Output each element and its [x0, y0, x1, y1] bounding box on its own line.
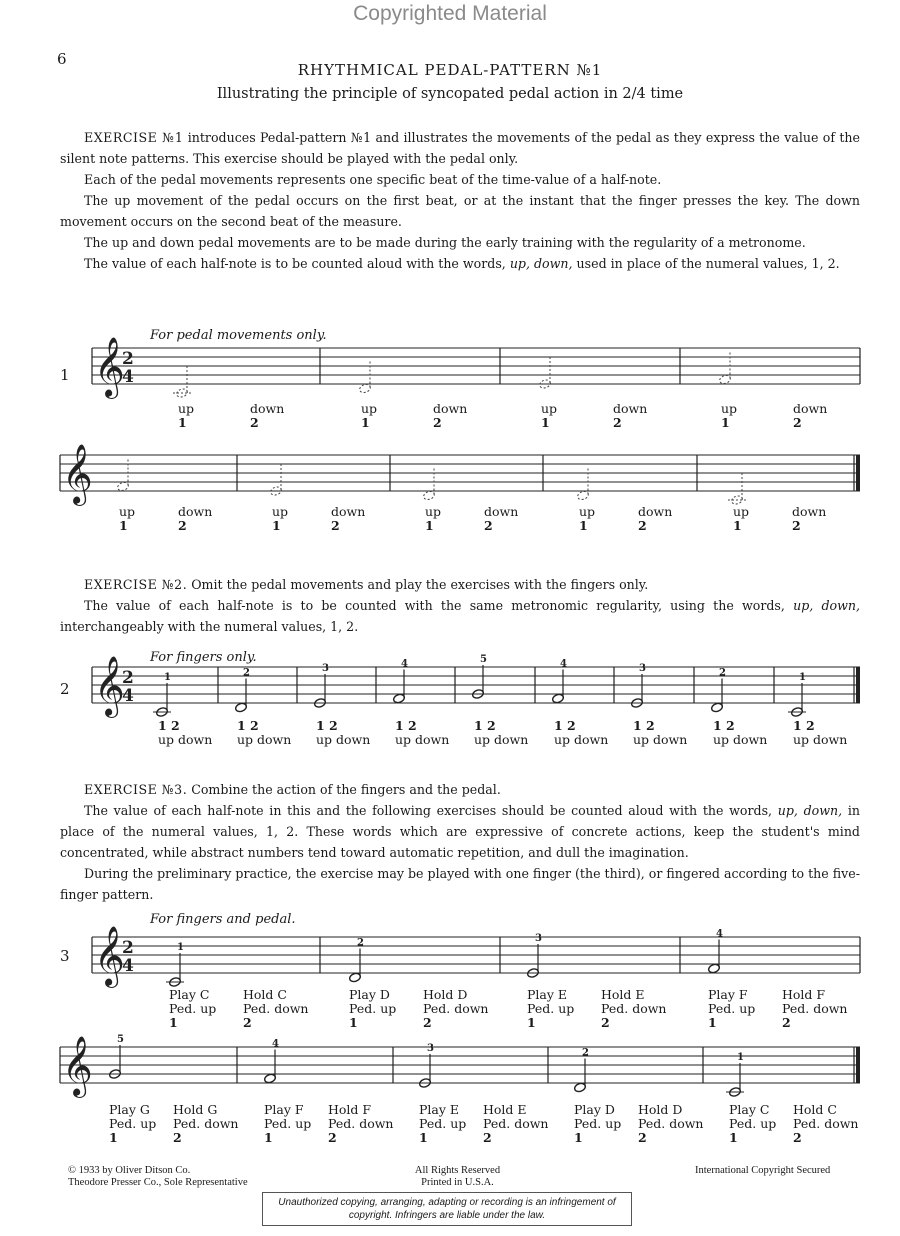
count-word-up: up	[178, 401, 195, 416]
count-word-up: up	[579, 504, 596, 519]
ex1-count-down	[613, 402, 647, 430]
exercise-2-direction: For fingers only.	[150, 650, 257, 665]
pedal-down-label: Ped. down	[173, 1116, 239, 1131]
hold-note-label: Hold C	[793, 1102, 837, 1117]
ex2-staff-time-signature-top: 2	[122, 668, 134, 688]
hold-note-label: Hold F	[328, 1102, 372, 1117]
count-number-1: 1	[272, 518, 281, 533]
count-number-1: 1	[733, 518, 742, 533]
exercise-3-paragraph-3: During the preliminary practice, the exercise may be played with one finger (the third), or fingered according to the five-finger pattern.	[60, 866, 860, 902]
count-number-1: 1	[119, 518, 128, 533]
count-words: up down	[633, 732, 688, 747]
play-note-label: Play D	[574, 1102, 615, 1117]
count-numbers: 1 2	[474, 718, 496, 733]
ex1-count-up	[579, 505, 595, 533]
count-number-1: 1	[541, 415, 550, 430]
ex3-label-up	[419, 1103, 466, 1145]
ex1-count-down	[792, 505, 826, 533]
count-words: up down	[554, 732, 609, 747]
count-number-2: 2	[484, 518, 493, 533]
ex3-label-up	[169, 988, 216, 1030]
pedal-up-label: Ped. up	[349, 1001, 397, 1016]
count-word-down: down	[484, 504, 519, 519]
count-number-2: 2	[243, 1015, 252, 1030]
ex3-label-up	[708, 988, 755, 1030]
ex2-fingering: 5	[480, 654, 487, 665]
system-number-2: 2	[60, 680, 70, 698]
count-word-down: down	[433, 401, 468, 416]
count-number-1: 1	[361, 415, 370, 430]
count-word-up: up	[721, 401, 738, 416]
count-numbers: 1 2	[633, 718, 655, 733]
count-number-2: 2	[638, 1130, 647, 1145]
ex2-fingering: 1	[799, 672, 806, 683]
count-number-1: 1	[574, 1130, 583, 1145]
ex2-count	[316, 719, 370, 747]
count-word-down: down	[792, 504, 827, 519]
ex2-count	[395, 719, 449, 747]
ex3-label-down	[483, 1103, 548, 1145]
count-number-1: 1	[721, 415, 730, 430]
count-number-2: 2	[793, 415, 802, 430]
ex1-count-up	[541, 402, 557, 430]
play-note-label: Play C	[169, 987, 210, 1002]
ex1-count-down	[433, 402, 467, 430]
hold-note-label: Hold C	[243, 987, 287, 1002]
hold-note-label: Hold E	[483, 1102, 527, 1117]
ex2-count	[474, 719, 528, 747]
footer-copyright	[68, 1165, 248, 1189]
ex3-label-up	[349, 988, 396, 1030]
ex1-note-notehead	[359, 383, 372, 394]
footer-international: International Copyright Secured	[695, 1165, 831, 1176]
play-note-label: Play E	[419, 1102, 460, 1117]
play-note-label: Play D	[349, 987, 390, 1002]
exercise-2-label: EXERCISE №2.	[84, 577, 188, 592]
hold-note-label: Hold G	[173, 1102, 218, 1117]
pedal-down-label: Ped. down	[243, 1001, 309, 1016]
count-number-1: 1	[425, 518, 434, 533]
ex1-count-down	[178, 505, 212, 533]
count-words: up down	[713, 732, 768, 747]
exercise-1-direction: For pedal movements only.	[150, 328, 327, 343]
pedal-up-label: Ped. up	[264, 1116, 312, 1131]
ex1-note-notehead	[423, 490, 436, 501]
ex1-count-down	[331, 505, 365, 533]
ex1-count-down	[793, 402, 827, 430]
hold-note-label: Hold F	[782, 987, 826, 1002]
count-number-1: 1	[419, 1130, 428, 1145]
count-words: up down	[474, 732, 529, 747]
play-note-label: Play F	[708, 987, 748, 1002]
exercise-1-paragraph-5: The value of each half-note is to be counted aloud with the words, up, down, used in place of the numeral values, 1, 2.	[84, 256, 840, 271]
ex3-fingering: 2	[357, 937, 364, 949]
rights-line-2: Printed in U.S.A.	[421, 1177, 494, 1188]
ex3-fingering: 3	[427, 1043, 434, 1054]
ex3-label-down	[423, 988, 488, 1030]
count-word-down: down	[178, 504, 213, 519]
ex1-count-up	[721, 402, 737, 430]
ex2-fingering: 4	[401, 658, 408, 670]
ex2-fingering: 3	[322, 663, 329, 674]
ex3-fingering: 4	[272, 1038, 279, 1050]
ex3-label-up	[729, 1103, 776, 1145]
pedal-down-label: Ped. down	[328, 1116, 394, 1131]
count-word-down: down	[331, 504, 366, 519]
ex1-staff-a-time-signature-top: 2	[122, 349, 134, 369]
ex1-count-down	[638, 505, 672, 533]
ex1-note-notehead	[117, 481, 130, 492]
count-number-2: 2	[250, 415, 259, 430]
count-word-down: down	[793, 401, 828, 416]
count-words: up down	[237, 732, 292, 747]
ex3-label-down	[243, 988, 308, 1030]
ex3-fingering: 5	[117, 1034, 124, 1045]
ex2-count	[237, 719, 291, 747]
count-numbers: 1 2	[793, 718, 815, 733]
ex3-fingering: 1	[737, 1052, 744, 1063]
pedal-up-label: Ped. up	[419, 1116, 467, 1131]
ex2-staff-time-signature-bottom: 4	[122, 686, 134, 706]
play-note-label: Play C	[729, 1102, 770, 1117]
pedal-down-label: Ped. down	[782, 1001, 848, 1016]
ex1-note-notehead	[577, 490, 590, 501]
page-subtitle: Illustrating the principle of syncopated pedal action in 2/4 time	[216, 86, 684, 102]
ex1-count-up	[733, 505, 749, 533]
pedal-down-label: Ped. down	[793, 1116, 859, 1131]
ex3-label-up	[264, 1103, 311, 1145]
ex3-staff-a-time-signature-bottom: 4	[122, 956, 134, 976]
ex1-staff-a-time-signature-bottom: 4	[122, 367, 134, 387]
ex3-label-down	[782, 988, 847, 1030]
hold-note-label: Hold E	[601, 987, 645, 1002]
ex3-label-down	[638, 1103, 703, 1145]
ex3-label-up	[527, 988, 574, 1030]
pedal-up-label: Ped. up	[708, 1001, 756, 1016]
ex3-label-down	[793, 1103, 858, 1145]
play-note-label: Play G	[109, 1102, 150, 1117]
pedal-down-label: Ped. down	[483, 1116, 549, 1131]
rights-line-1: All Rights Reserved	[414, 1165, 501, 1176]
pedal-up-label: Ped. up	[109, 1116, 157, 1131]
count-number-2: 2	[483, 1130, 492, 1145]
ex3-fingering: 2	[582, 1047, 589, 1059]
count-number-1: 1	[708, 1015, 717, 1030]
ex1-count-down	[484, 505, 518, 533]
play-note-label: Play F	[264, 1102, 304, 1117]
system-number-1: 1	[60, 366, 70, 384]
copyright-line-1: © 1933 by Oliver Ditson Co.	[68, 1165, 191, 1176]
ex2-staff-treble-clef: 𝄞	[94, 656, 125, 716]
count-numbers: 1 2	[713, 718, 735, 733]
count-number-2: 2	[331, 518, 340, 533]
count-number-2: 2	[328, 1130, 337, 1145]
count-words: up down	[158, 732, 213, 747]
ex3-fingering: 3	[535, 933, 542, 944]
count-number-1: 1	[264, 1130, 273, 1145]
ex3-label-up	[574, 1103, 621, 1145]
count-number-2: 2	[173, 1130, 182, 1145]
count-word-down: down	[638, 504, 673, 519]
ex2-count	[713, 719, 767, 747]
pedal-up-label: Ped. up	[574, 1116, 622, 1131]
count-number-1: 1	[178, 415, 187, 430]
ex2-fingering: 2	[243, 667, 250, 679]
copyright-line-2: Theodore Presser Co., Sole Representative	[68, 1177, 248, 1188]
pedal-down-label: Ped. down	[423, 1001, 489, 1016]
ex1-count-up	[272, 505, 288, 533]
ex3-staff-a-time-signature-top: 2	[122, 938, 134, 958]
ex2-fingering: 3	[639, 663, 646, 674]
ex3-label-up	[109, 1103, 156, 1145]
ex3-label-down	[601, 988, 666, 1030]
page-title: RHYTHMICAL PEDAL-PATTERN №1	[297, 61, 603, 79]
ex2-count	[554, 719, 608, 747]
exercise-2-paragraph-1: Omit the pedal movements and play the exercises with the fingers only.	[191, 577, 649, 592]
count-numbers: 1 2	[395, 718, 417, 733]
ex3-staff-b-treble-clef: 𝄞	[62, 1036, 93, 1096]
exercise-1-paragraph-4: The up and down pedal movements are to be made during the early training with the regularity of a metronome.	[84, 235, 806, 250]
pedal-down-label: Ped. down	[601, 1001, 667, 1016]
count-number-2: 2	[638, 518, 647, 533]
copyright-notice-box: Unauthorized copying, arranging, adapting or recording is an infringement of copyright. Infringers are liable under the law.	[262, 1192, 632, 1226]
exercise-2-paragraph-2: The value of each half-note is to be counted with the same metronomic regularity, using the words, up, down, interchangeably with the numeral values, 1, 2.	[60, 598, 860, 634]
count-number-2: 2	[613, 415, 622, 430]
footer-rights	[400, 1165, 515, 1189]
count-word-up: up	[119, 504, 136, 519]
ex3-fingering: 1	[177, 942, 184, 953]
count-number-2: 2	[792, 518, 801, 533]
ex1-staff-b-treble-clef: 𝄞	[62, 444, 93, 504]
ex2-count	[158, 719, 212, 747]
ex1-staff-a-treble-clef: 𝄞	[94, 337, 125, 397]
count-words: up down	[316, 732, 371, 747]
watermark: Copyrighted Material	[353, 2, 547, 25]
ex1-note-notehead	[719, 374, 732, 385]
count-number-1: 1	[349, 1015, 358, 1030]
count-number-1: 1	[729, 1130, 738, 1145]
exercise-3-paragraph-2: The value of each half-note in this and the following exercises should be counted aloud with the words, up, down, in place of the numeral values, 1, 2. These words which are expressive of concrete actions, keep the student's mind concentrated, while abstract numbers tend toward automatic repetition, and dull the imagination.	[60, 803, 860, 860]
ex3-staff-a-treble-clef: 𝄞	[94, 926, 125, 986]
count-word-down: down	[613, 401, 648, 416]
ex3-label-down	[173, 1103, 238, 1145]
count-word-up: up	[733, 504, 750, 519]
count-number-1: 1	[527, 1015, 536, 1030]
exercise-1-paragraph-2: Each of the pedal movements represents one specific beat of the time-value of a half-note.	[84, 172, 662, 187]
count-word-up: up	[425, 504, 442, 519]
ex2-fingering: 2	[719, 667, 726, 679]
count-words: up down	[395, 732, 450, 747]
ex1-count-up	[361, 402, 377, 430]
count-numbers: 1 2	[158, 718, 180, 733]
exercise-3-paragraph-1: Combine the action of the fingers and the pedal.	[191, 782, 501, 797]
count-numbers: 1 2	[237, 718, 259, 733]
ex1-count-up	[425, 505, 441, 533]
count-word-up: up	[272, 504, 289, 519]
count-number-2: 2	[601, 1015, 610, 1030]
count-number-1: 1	[109, 1130, 118, 1145]
ex3-label-down	[328, 1103, 393, 1145]
ex1-count-up	[119, 505, 135, 533]
ex2-count	[793, 719, 847, 747]
pedal-up-label: Ped. up	[729, 1116, 777, 1131]
ex3-staff-b-final-barline-thick	[856, 1047, 860, 1083]
count-numbers: 1 2	[554, 718, 576, 733]
ex1-count-up	[178, 402, 194, 430]
count-number-1: 1	[579, 518, 588, 533]
count-word-up: up	[361, 401, 378, 416]
count-number-1: 1	[169, 1015, 178, 1030]
count-word-down: down	[250, 401, 285, 416]
count-number-2: 2	[793, 1130, 802, 1145]
count-number-2: 2	[423, 1015, 432, 1030]
exercise-3-direction: For fingers and pedal.	[150, 912, 296, 927]
count-number-2: 2	[433, 415, 442, 430]
count-number-2: 2	[178, 518, 187, 533]
count-words: up down	[793, 732, 848, 747]
ex2-count	[633, 719, 687, 747]
page-number: 6	[57, 50, 67, 68]
count-number-2: 2	[782, 1015, 791, 1030]
ex2-staff-final-barline-thick	[856, 667, 860, 703]
pedal-up-label: Ped. up	[169, 1001, 217, 1016]
exercise-1-label: EXERCISE №1	[84, 130, 184, 145]
ex2-fingering: 4	[560, 658, 567, 670]
ex1-count-down	[250, 402, 284, 430]
exercise-3-label: EXERCISE №3.	[84, 782, 188, 797]
pedal-up-label: Ped. up	[527, 1001, 575, 1016]
ex2-fingering: 1	[164, 672, 171, 683]
exercise-1-paragraph-3: The up movement of the pedal occurs on the first beat, or at the instant that the finger presses the key. The down movement occurs on the second beat of the measure.	[60, 193, 860, 229]
system-number-3: 3	[60, 947, 70, 965]
count-word-up: up	[541, 401, 558, 416]
count-numbers: 1 2	[316, 718, 338, 733]
ex3-fingering: 4	[716, 928, 723, 940]
pedal-down-label: Ped. down	[638, 1116, 704, 1131]
exercise-1-paragraph-1: introduces Pedal-pattern №1 and illustrates the movements of the pedal as they express the value of the silent note patterns. This exercise should be played with the pedal only.	[60, 130, 860, 166]
hold-note-label: Hold D	[638, 1102, 683, 1117]
ex1-staff-b-final-barline-thick	[856, 455, 860, 491]
play-note-label: Play E	[527, 987, 568, 1002]
hold-note-label: Hold D	[423, 987, 468, 1002]
